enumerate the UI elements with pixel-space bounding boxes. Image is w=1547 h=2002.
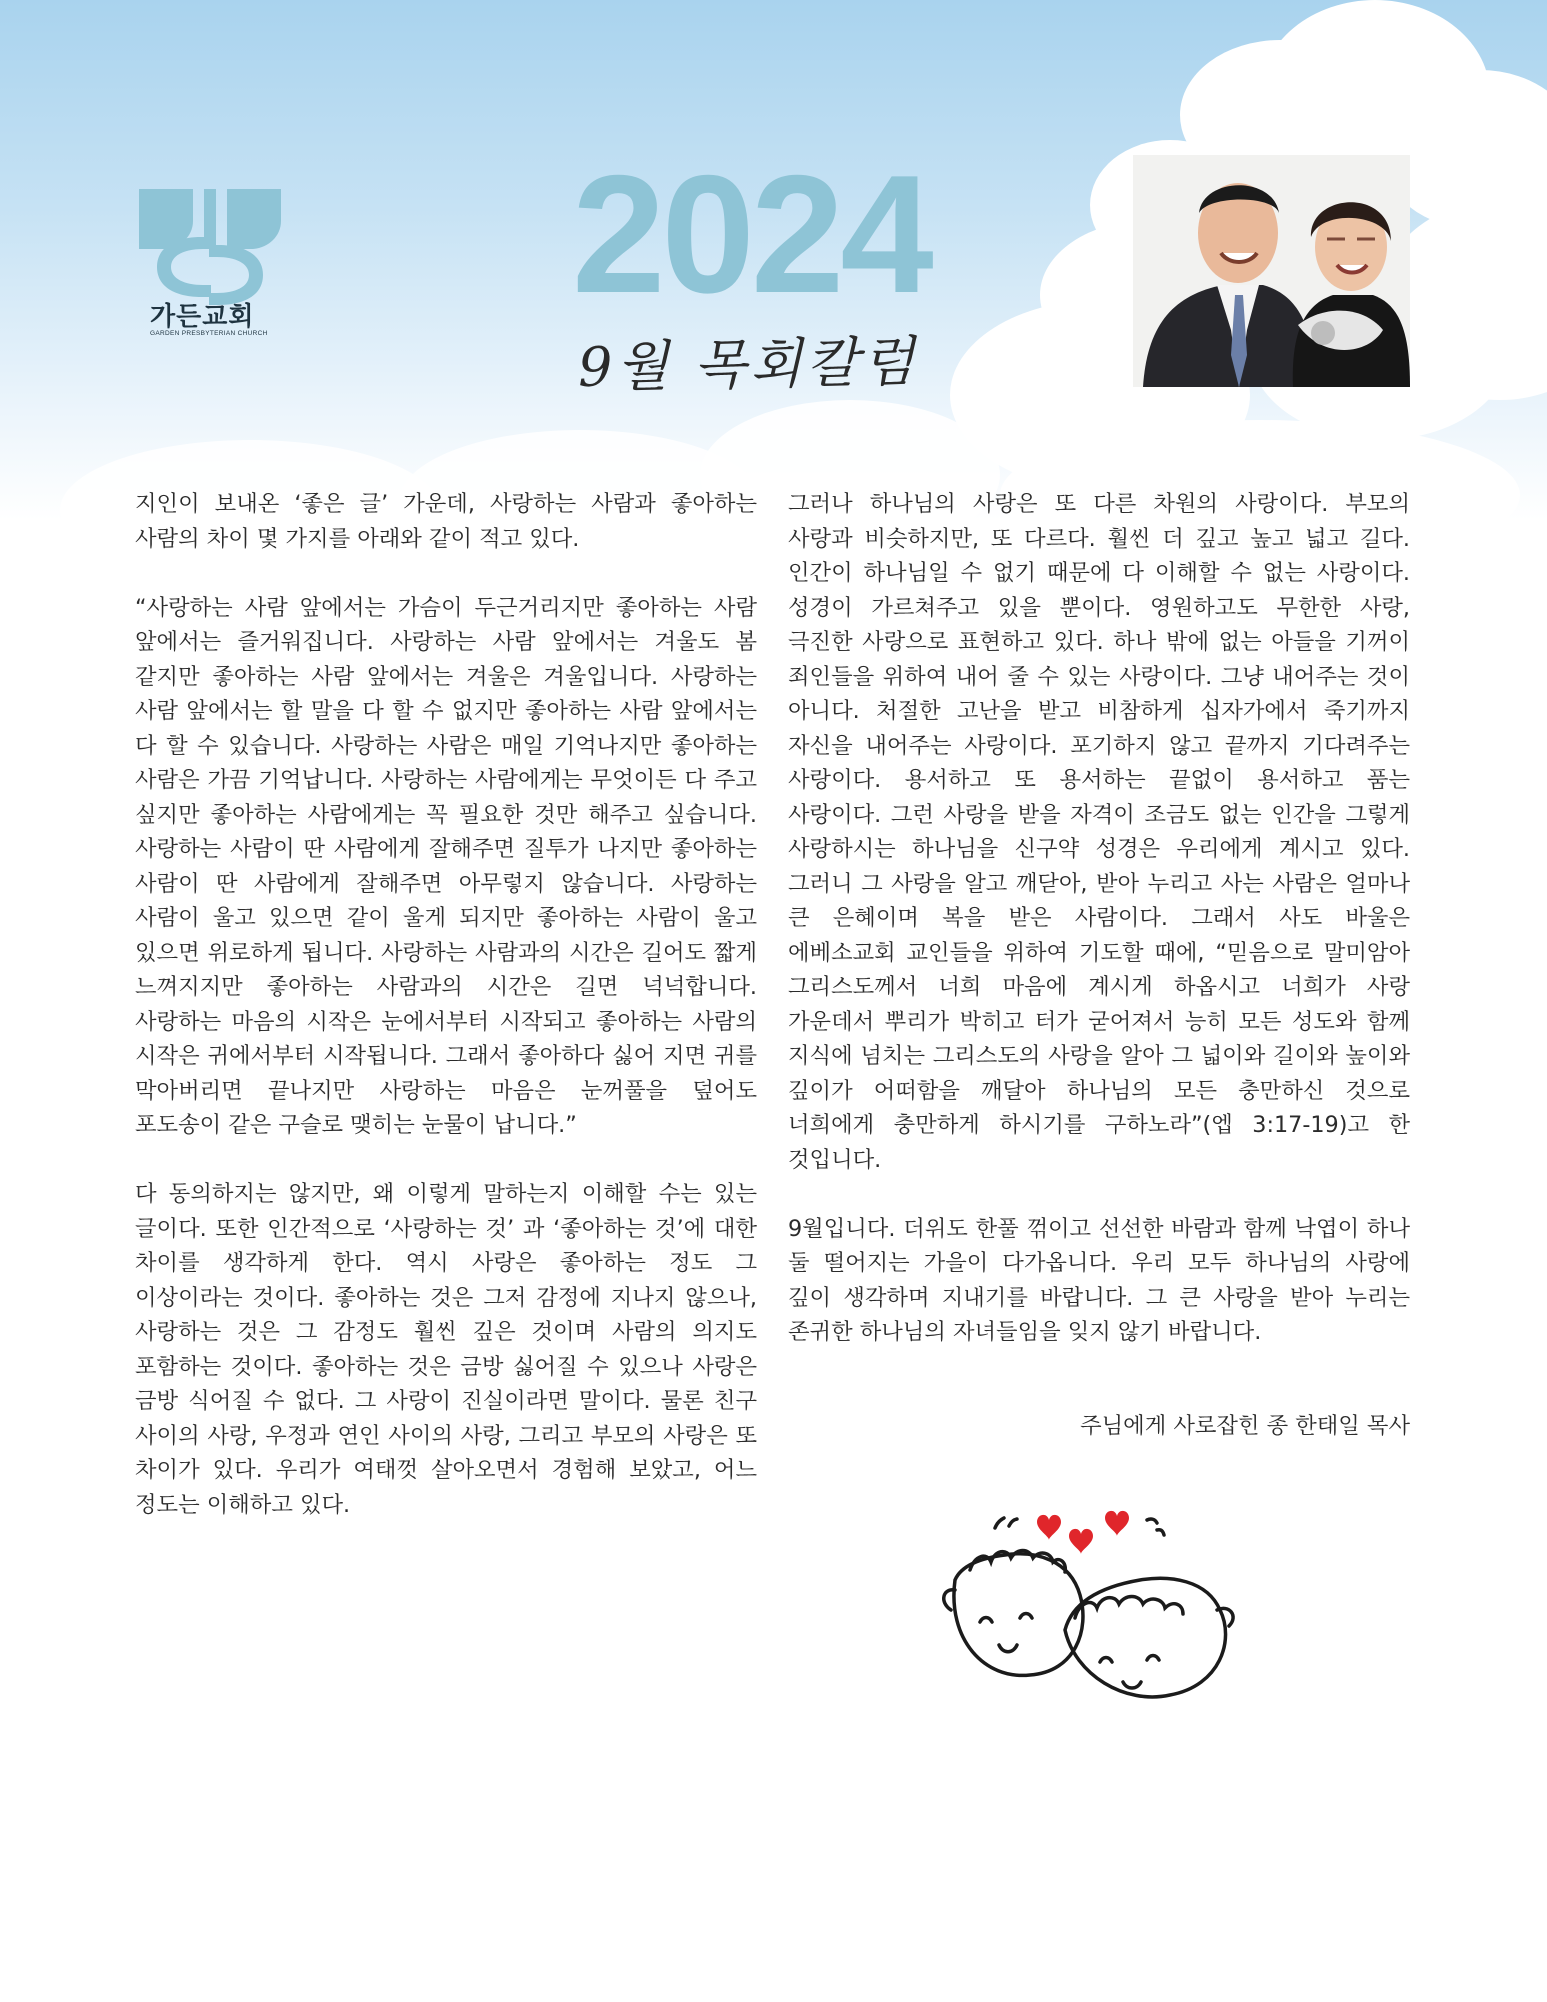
left-paragraph-3: 다 동의하지는 않지만, 왜 이렇게 말하는지 이해할 수는 있는 글이다. 또한 인간적으로 ‘사랑하는 것’ 과 ‘좋아하는 것’에 대한 차이를 생각하게 한다. 역시 사랑은 좋아하는 정도 그 이상이라는 것이다. 좋아하는 것은 그저 감정에 지나지 않으나, 사랑하는 것은 그 감정도 훨씬 깊은 것이며 사람의 의지도 포함하는 것이다. 좋아하는 것은 금방 싫어질 수 있으나 사랑은 금방 식어질 수 없다. 그 사랑이 진실이라면 말이다. 물론 친구 사이의 사랑, 우정과 연인 사이의 사랑, 그리고 부모의 사랑은 또 차이가 있다. 우리가 여태껏 살아오면서 경험해 보았고, 어느 정도는 이해하고 있다. bbox=[135, 1181, 757, 1518]
church-name-english: GARDEN PRESBYTERIAN CHURCH bbox=[150, 330, 268, 337]
left-paragraph-2: “사랑하는 사람 앞에서는 가슴이 두근거리지만 좋아하는 사람 앞에서는 즐거워집니다. 사랑하는 사람 앞에서는 겨울도 봄 같지만 좋아하는 사람 앞에서는 겨울은 겨울입니다. 사랑하는 사람 앞에서는 할 말을 다 할 수 없지만 좋아하는 사람 앞에서는 다 할 수 있습니다. 사랑하는 사람은 매일 기억나지만 좋아하는 사람은 가끔 기억납니다. 사랑하는 사람에게는 무엇이든 다 주고 싶지만 좋아하는 사람에게는 꼭 필요한 것만 해주고 싶습니다. 사랑하는 사람이 딴 사람에게 잘해주면 질투가 나지만 좋아하는 사람이 딴 사람에게 잘해주면 아무렇지 않습니다. 사랑하는 사람이 울고 있으면 같이 울게 되지만 좋아하는 사람이 울고 있으면 위로하게 됩니다. 사랑하는 사람과의 시간은 길어도 짧게 느껴지지만 좋아하는 사람과의 시간은 길면 넉넉합니다. 사랑하는 마음의 시작은 눈에서부터 시작되고 좋아하는 사람의 시작은 귀에서부터 시작됩니다. 그래서 좋아하다 싫어 지면 귀를 막아버리면 끝나지만 사랑하는 마음은 눈꺼풀을 덮어도 포도송이 같은 구슬로 맺히는 눈물이 납니다.” bbox=[135, 594, 757, 1138]
left-paragraph-1: 지인이 보내온 ‘좋은 글’ 가운데, 사랑하는 사람과 좋아하는 사람의 차이 몇 가지를 아래와 같이 적고 있다. bbox=[135, 491, 757, 552]
right-paragraph-2: 9월입니다. 더위도 한풀 꺾이고 선선한 바람과 함께 낙엽이 하나 둘 떨어지는 가을이 다가옵니다. 우리 모두 하나님의 사랑에 깊이 생각하며 지내기를 바랍니다. 그 큰 사랑을 받아 누리는 존귀한 하나님의 자녀들임을 잊지 않기 바랍니다. bbox=[788, 1215, 1410, 1345]
year-title: 2024 bbox=[572, 140, 930, 328]
signature: 주님에게 사로잡힌 종 한태일 목사 bbox=[1080, 1413, 1410, 1439]
column-right bbox=[788, 487, 1410, 1384]
pastor-photo bbox=[1133, 155, 1410, 387]
church-name: 가든교회 bbox=[150, 302, 255, 332]
couple-doodle-icon bbox=[925, 1500, 1245, 1710]
column-left bbox=[135, 487, 757, 1557]
column-subtitle: 9월 목회칼럼 bbox=[577, 330, 919, 399]
right-paragraph-1: 그러나 하나님의 사랑은 또 다른 차원의 사랑이다. 부모의 사랑과 비슷하지만, 또 다르다. 훨씬 더 깊고 높고 넓고 길다. 인간이 하나님일 수 없기 때문에 다 이해할 수 없는 사랑이다. 성경이 가르쳐주고 있을 뿐이다. 영원하고도 무한한 사랑, 극진한 사랑으로 표현하고 있다. 하나 밖에 없는 아들을 기꺼이 죄인들을 위하여 내어 줄 수 있는 사랑이다. 그냥 내어주는 것이 아니다. 처절한 고난을 받고 비참하게 십자가에서 죽기까지 자신을 내어주는 사랑이다. 포기하지 않고 끝까지 기다려주는 사랑이다. 용서하고 또 용서하는 끝없이 용서하고 품는 사랑이다. 그런 사랑을 받을 자격이 조금도 없는 인간을 그렇게 사랑하시는 하나님을 신구약 성경은 우리에게 계시고 있다. 그러니 그 사랑을 알고 깨닫아, 받아 누리고 사는 사람은 얼마나 큰 은혜이며 복을 받은 사람이다. 그래서 사도 바울은 에베소교회 교인들을 위하여 기도할 때에, “믿음으로 말미암아 그리스도께서 너희 마음에 계시게 하옵시고 너희가 사랑 가운데서 뿌리가 박히고 터가 굳어져서 능히 모든 성도와 함께 지식에 넘치는 그리스도의 사랑을 알아 그 넓이와 길이와 높이와 깊이가 어떠함을 깨달아 하나님의 모든 충만하신 것으로 너희에게 충만하게 하시기를 구하노라”(엡 3:17-19)고 한 것입니다. bbox=[788, 491, 1410, 1173]
